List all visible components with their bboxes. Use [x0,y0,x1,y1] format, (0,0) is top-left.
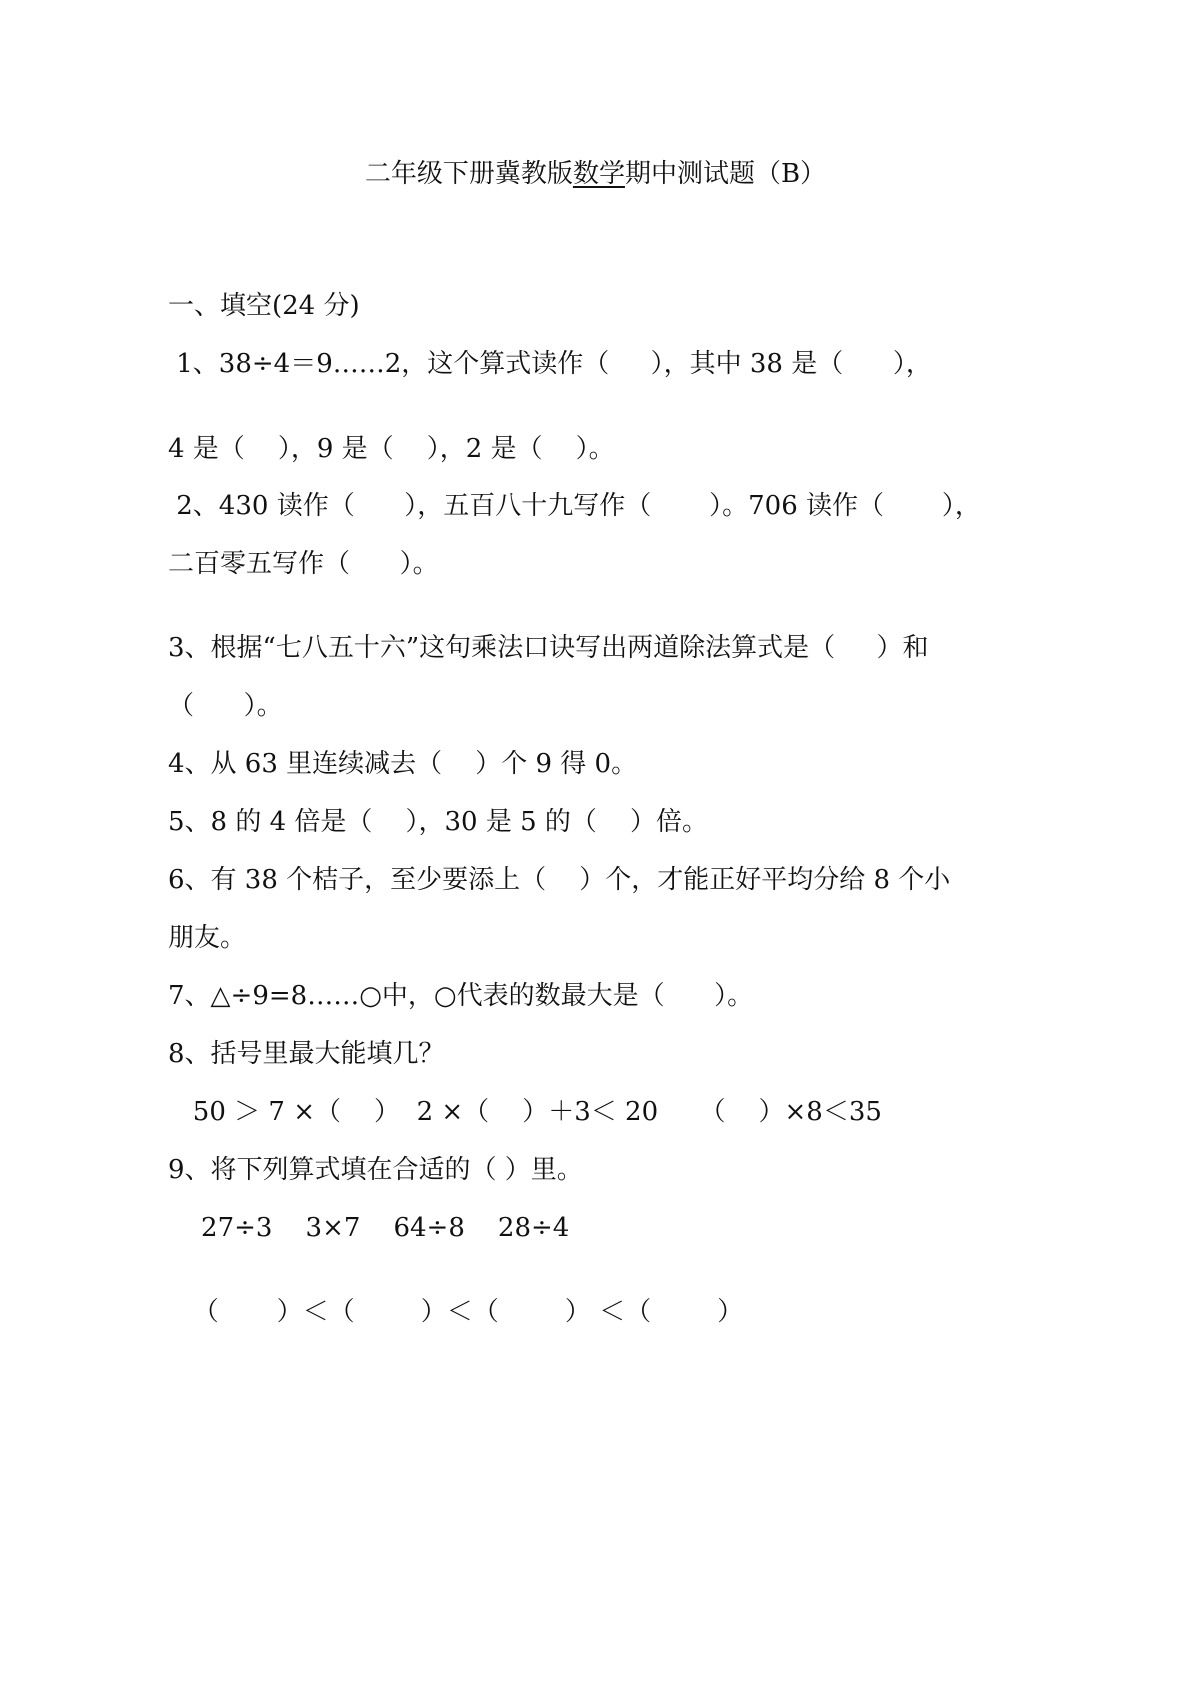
question-8-expressions: 50 ＞ 7 ×（ ） 2 ×（ ）＋3＜ 20 （ ）×8＜35 [168,1097,882,1127]
question-9-expressions: 27÷3 3×7 64÷8 28÷4 [168,1213,570,1243]
title-part-2: 期中测试题（B） [624,159,827,189]
question-2-line-1: 2、430 读作（ ），五百八十九写作（ ）。706 读作（ ）， [168,491,981,521]
question-9-answer-blanks: （ ）＜（ ）＜（ ） ＜（ ） [168,1297,744,1327]
question-2-line-2: 二百零五写作（ ）。 [168,549,439,579]
question-6-line-2: 朋友。 [168,923,247,953]
question-9: 9、将下列算式填在合适的（ ）里。 [168,1155,583,1185]
section-heading-fill-blank: 一、填空(24 分) [168,291,360,321]
question-4: 4、从 63 里连续减去（ ）个 9 得 0。 [168,749,638,779]
page-title [0,158,1191,190]
question-3-line-2: （ ）。 [168,691,283,721]
question-5: 5、8 的 4 倍是（ ），30 是 5 的（ ）倍。 [168,807,708,837]
question-6-line-1: 6、有 38 个桔子，至少要添上（ ）个，才能正好平均分给 8 个小 [168,865,951,895]
question-3-line-1: 3、根据“七八五十六”这句乘法口诀写出两道除法算式是（ ）和 [168,633,929,663]
question-8: 8、括号里最大能填几？ [168,1039,445,1069]
title-underlined-subject: 数学 [572,159,625,189]
question-1-line-2: 4 是（ ），9 是（ ），2 是（ ）。 [168,434,615,464]
question-7: 7、△÷9=8……○中，○代表的数最大是（ ）。 [168,981,754,1011]
question-1-line-1: 1、38÷4＝9……2，这个算式读作（ ），其中 38 是（ ）， [168,349,932,379]
title-part-1: 二年级下册冀教版 [364,159,573,189]
